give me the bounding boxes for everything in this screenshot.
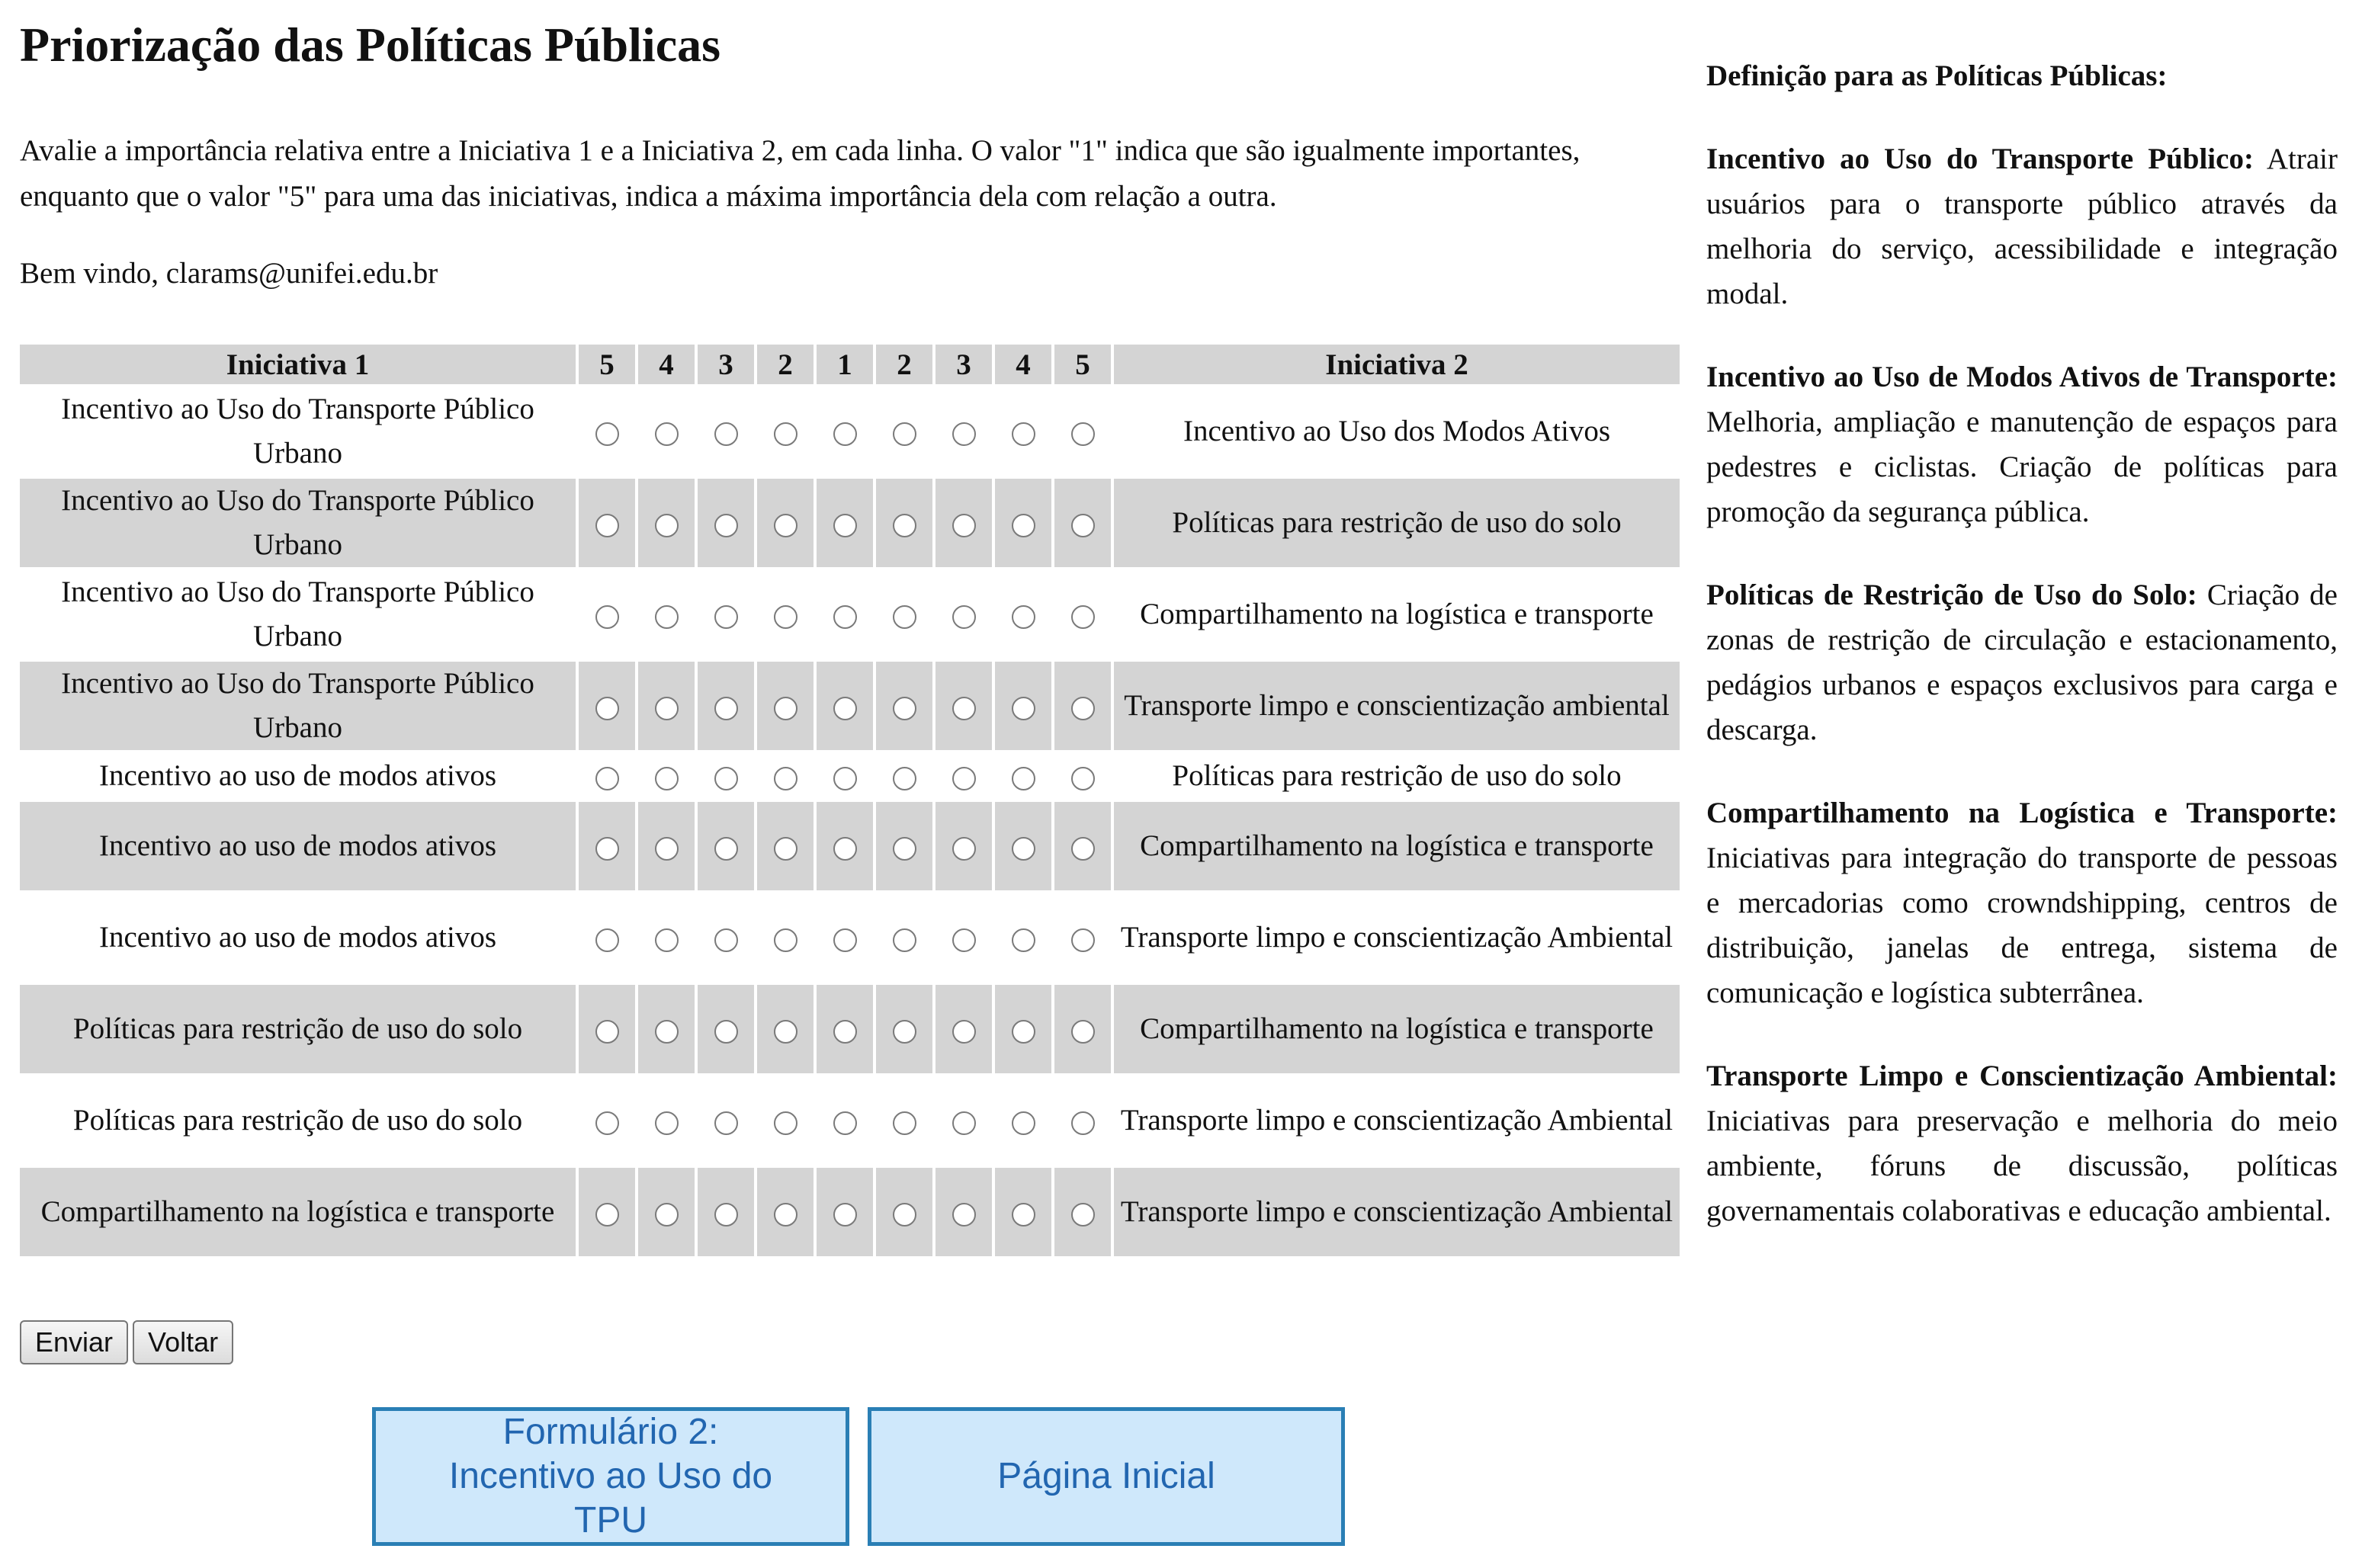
rating-radio[interactable]: [1012, 605, 1035, 629]
initiative-2-cell: Transporte limpo e conscientização Ambiental: [1114, 893, 1680, 982]
rating-cell: [638, 1168, 695, 1256]
initiative-2-cell: Políticas para restrição de uso do solo: [1114, 753, 1680, 799]
definition-item: [1706, 572, 2338, 752]
rating-radio[interactable]: [714, 837, 738, 861]
rating-cell: [876, 1168, 932, 1256]
rating-radio[interactable]: [952, 767, 976, 790]
rating-cell: [638, 479, 695, 567]
rating-radio[interactable]: [655, 422, 679, 446]
rating-radio[interactable]: [774, 1020, 797, 1044]
rating-radio[interactable]: [655, 1020, 679, 1044]
rating-cell: [1054, 1168, 1111, 1256]
initiative-2-cell: Transporte limpo e conscientização ambiental: [1114, 662, 1680, 750]
rating-cell: [995, 1076, 1051, 1165]
definition-item: [1706, 136, 2338, 316]
rating-radio[interactable]: [714, 697, 738, 720]
rating-cell: [817, 893, 873, 982]
rating-cell: [876, 387, 932, 476]
definition-text: Atrair usuários para o transporte público através da melhoria do serviço, acessibilidade e integração modal.: [1706, 143, 2338, 310]
initiative-2-cell: Compartilhamento na logística e transporte: [1114, 802, 1680, 890]
initiative-1-cell: Políticas para restrição de uso do solo: [20, 1076, 576, 1165]
rating-radio[interactable]: [595, 1203, 619, 1227]
rating-cell: [817, 479, 873, 567]
rating-radio[interactable]: [1012, 767, 1035, 790]
rating-cell: [757, 985, 814, 1073]
rating-radio[interactable]: [1071, 605, 1095, 629]
rating-radio[interactable]: [1012, 1203, 1035, 1227]
welcome-text: Bem vindo, clarams@unifei.edu.br: [20, 257, 438, 290]
rating-radio[interactable]: [833, 422, 857, 446]
rating-cell: [698, 479, 754, 567]
rating-cell: [935, 1076, 992, 1165]
rating-radio[interactable]: [774, 422, 797, 446]
rating-radio[interactable]: [833, 767, 857, 790]
rating-radio[interactable]: [714, 1203, 738, 1227]
rating-radio[interactable]: [1071, 1203, 1095, 1227]
rating-cell: [579, 1168, 635, 1256]
rating-radio[interactable]: [1071, 697, 1095, 720]
rating-radio[interactable]: [1071, 767, 1095, 790]
rating-radio[interactable]: [833, 697, 857, 720]
rating-cell: [579, 753, 635, 799]
rating-cell: [876, 570, 932, 659]
rating-cell: [638, 662, 695, 750]
rating-cell: [876, 479, 932, 567]
rating-radio[interactable]: [1012, 514, 1035, 537]
rating-cell: [579, 662, 635, 750]
back-button[interactable]: Voltar: [133, 1320, 233, 1364]
rating-radio[interactable]: [774, 605, 797, 629]
scale-label: 4: [638, 345, 695, 384]
rating-cell: [1054, 802, 1111, 890]
rating-radio[interactable]: [1071, 514, 1095, 537]
rating-radio[interactable]: [714, 1020, 738, 1044]
rating-cell: [698, 570, 754, 659]
rating-cell: [698, 802, 754, 890]
rating-cell: [935, 662, 992, 750]
home-nav-button[interactable]: [868, 1407, 1345, 1546]
rating-cell: [638, 893, 695, 982]
rating-radio[interactable]: [893, 1203, 916, 1227]
rating-cell: [935, 570, 992, 659]
rating-radio[interactable]: [595, 514, 619, 537]
rating-radio[interactable]: [1012, 837, 1035, 861]
rating-radio[interactable]: [774, 767, 797, 790]
rating-cell: [817, 662, 873, 750]
definition-term: Incentivo ao Uso de Modos Ativos de Transporte:: [1706, 361, 2338, 393]
rating-radio[interactable]: [833, 1111, 857, 1135]
rating-cell: [935, 387, 992, 476]
rating-cell: [638, 753, 695, 799]
rating-radio[interactable]: [1071, 1020, 1095, 1044]
rating-radio[interactable]: [893, 1020, 916, 1044]
rating-cell: [1054, 387, 1111, 476]
form2-nav-label: Formulário 2: Incentivo ao Uso do TPU: [448, 1412, 773, 1541]
rating-radio[interactable]: [833, 1203, 857, 1227]
definition-term: Políticas de Restrição de Uso do Solo:: [1706, 579, 2197, 611]
rating-cell: [579, 1076, 635, 1165]
submit-button[interactable]: Enviar: [20, 1320, 128, 1364]
initiative-1-cell: Incentivo ao uso de modos ativos: [20, 802, 576, 890]
initiative-1-cell: Políticas para restrição de uso do solo: [20, 985, 576, 1073]
definitions-heading: Definição para as Políticas Públicas:: [1706, 59, 2168, 92]
initiative-1-cell: Incentivo ao Uso do Transporte Público Urbano: [20, 570, 576, 659]
rating-radio[interactable]: [1012, 697, 1035, 720]
rating-cell: [579, 985, 635, 1073]
rating-radio[interactable]: [1012, 1020, 1035, 1044]
rating-cell: [757, 802, 814, 890]
rating-radio[interactable]: [893, 928, 916, 952]
rating-radio[interactable]: [655, 837, 679, 861]
rating-radio[interactable]: [655, 697, 679, 720]
rating-cell: [638, 1076, 695, 1165]
rating-radio[interactable]: [952, 697, 976, 720]
initiative-1-cell: Incentivo ao uso de modos ativos: [20, 893, 576, 982]
rating-cell: [757, 479, 814, 567]
rating-cell: [817, 1168, 873, 1256]
rating-radio[interactable]: [893, 605, 916, 629]
definition-item: [1706, 354, 2338, 534]
table-row: [20, 570, 1680, 659]
rating-radio[interactable]: [714, 422, 738, 446]
form2-nav-button[interactable]: [372, 1407, 849, 1546]
definition-text: Criação de zonas de restrição de circulação e estacionamento, pedágios urbanos e espaços exclusivos para carga e descarga.: [1706, 579, 2338, 746]
scale-label: 2: [757, 345, 814, 384]
rating-radio[interactable]: [952, 928, 976, 952]
table-row: [20, 1076, 1680, 1165]
initiative-2-cell: Transporte limpo e conscientização Ambiental: [1114, 1076, 1680, 1165]
rating-cell: [995, 753, 1051, 799]
rating-radio[interactable]: [774, 1111, 797, 1135]
rating-radio[interactable]: [952, 1020, 976, 1044]
rating-cell: [817, 802, 873, 890]
rating-cell: [1054, 753, 1111, 799]
rating-radio[interactable]: [655, 1111, 679, 1135]
initiative-2-cell: Transporte limpo e conscientização Ambiental: [1114, 1168, 1680, 1256]
rating-cell: [757, 662, 814, 750]
rating-radio[interactable]: [952, 1111, 976, 1135]
initiative-2-cell: Incentivo ao Uso dos Modos Ativos: [1114, 387, 1680, 476]
rating-radio[interactable]: [595, 767, 619, 790]
rating-cell: [698, 662, 754, 750]
rating-radio[interactable]: [774, 1203, 797, 1227]
rating-cell: [579, 893, 635, 982]
rating-cell: [1054, 662, 1111, 750]
rating-cell: [579, 570, 635, 659]
table-row: [20, 753, 1680, 799]
header-initiative-2: Iniciativa 2: [1114, 345, 1680, 384]
rating-cell: [995, 570, 1051, 659]
rating-radio[interactable]: [714, 514, 738, 537]
rating-cell: [876, 1076, 932, 1165]
rating-cell: [876, 893, 932, 982]
rating-cell: [698, 753, 754, 799]
rating-cell: [757, 387, 814, 476]
rating-radio[interactable]: [655, 928, 679, 952]
table-row: [20, 1168, 1680, 1256]
rating-radio[interactable]: [893, 767, 916, 790]
table-row: [20, 893, 1680, 982]
rating-cell: [817, 753, 873, 799]
comparison-table: [17, 341, 1683, 1259]
rating-radio[interactable]: [893, 837, 916, 861]
rating-cell: [638, 570, 695, 659]
rating-cell: [638, 802, 695, 890]
rating-cell: [757, 570, 814, 659]
rating-cell: [935, 479, 992, 567]
scale-label: 4: [995, 345, 1051, 384]
definition-term: Transporte Limpo e Conscientização Ambiental:: [1706, 1060, 2338, 1092]
rating-radio[interactable]: [595, 605, 619, 629]
rating-cell: [698, 985, 754, 1073]
rating-radio[interactable]: [714, 1111, 738, 1135]
rating-radio[interactable]: [774, 697, 797, 720]
scale-label: 1: [817, 345, 873, 384]
table-row: [20, 387, 1680, 476]
rating-radio[interactable]: [655, 605, 679, 629]
table-row: [20, 802, 1680, 890]
rating-radio[interactable]: [595, 1020, 619, 1044]
home-nav-label: Página Inicial: [997, 1456, 1215, 1496]
rating-cell: [757, 893, 814, 982]
rating-cell: [698, 1076, 754, 1165]
rating-cell: [935, 753, 992, 799]
rating-radio[interactable]: [833, 837, 857, 861]
scale-label: 5: [1054, 345, 1111, 384]
rating-radio[interactable]: [952, 605, 976, 629]
scale-label: 2: [876, 345, 932, 384]
rating-cell: [579, 387, 635, 476]
definition-term: Compartilhamento na Logística e Transporte:: [1706, 797, 2338, 829]
rating-radio[interactable]: [1071, 1111, 1095, 1135]
rating-radio[interactable]: [1071, 928, 1095, 952]
rating-radio[interactable]: [774, 837, 797, 861]
rating-radio[interactable]: [774, 928, 797, 952]
initiative-2-cell: Compartilhamento na logística e transporte: [1114, 570, 1680, 659]
instructions-text: Avalie a importância relativa entre a Iniciativa 1 e a Iniciativa 2, em cada linha. O valor "1" indica que são igualmente importantes, enquanto que o valor "5" para uma das iniciativas, indica a máxima importância dela com relação a outra.: [20, 134, 1581, 213]
rating-radio[interactable]: [1071, 837, 1095, 861]
rating-radio[interactable]: [714, 767, 738, 790]
rating-cell: [757, 753, 814, 799]
initiative-1-cell: Incentivo ao uso de modos ativos: [20, 753, 576, 799]
rating-cell: [698, 387, 754, 476]
rating-cell: [935, 893, 992, 982]
rating-radio[interactable]: [952, 422, 976, 446]
rating-cell: [995, 662, 1051, 750]
scale-label: 3: [935, 345, 992, 384]
rating-cell: [817, 570, 873, 659]
rating-radio[interactable]: [1012, 928, 1035, 952]
rating-cell: [876, 985, 932, 1073]
initiative-2-cell: Políticas para restrição de uso do solo: [1114, 479, 1680, 567]
rating-radio[interactable]: [893, 422, 916, 446]
rating-radio[interactable]: [595, 1111, 619, 1135]
rating-cell: [698, 1168, 754, 1256]
rating-cell: [638, 985, 695, 1073]
rating-radio[interactable]: [1012, 422, 1035, 446]
rating-cell: [995, 802, 1051, 890]
rating-cell: [935, 985, 992, 1073]
rating-radio[interactable]: [595, 697, 619, 720]
rating-radio[interactable]: [655, 514, 679, 537]
definitions-sidebar: [1706, 53, 2338, 1271]
rating-radio[interactable]: [952, 1203, 976, 1227]
initiative-2-cell: Compartilhamento na logística e transporte: [1114, 985, 1680, 1073]
table-row: [20, 479, 1680, 567]
rating-radio[interactable]: [833, 1020, 857, 1044]
rating-cell: [876, 662, 932, 750]
rating-radio[interactable]: [595, 422, 619, 446]
header-initiative-1: Iniciativa 1: [20, 345, 576, 384]
table-row: [20, 662, 1680, 750]
scale-label: 3: [698, 345, 754, 384]
rating-cell: [995, 387, 1051, 476]
definition-term: Incentivo ao Uso do Transporte Público:: [1706, 143, 2254, 175]
rating-radio[interactable]: [655, 767, 679, 790]
rating-cell: [757, 1168, 814, 1256]
rating-cell: [1054, 570, 1111, 659]
rating-radio[interactable]: [952, 514, 976, 537]
rating-radio[interactable]: [1012, 1111, 1035, 1135]
rating-cell: [1054, 1076, 1111, 1165]
rating-cell: [876, 753, 932, 799]
initiative-1-cell: Incentivo ao Uso do Transporte Público Urbano: [20, 387, 576, 476]
initiative-1-cell: Incentivo ao Uso do Transporte Público Urbano: [20, 662, 576, 750]
definition-text: Iniciativas para preservação e melhoria do meio ambiente, fóruns de discussão, políticas governamentais colaborativas e educação ambiental.: [1706, 1105, 2338, 1227]
rating-cell: [1054, 479, 1111, 567]
rating-cell: [935, 802, 992, 890]
rating-cell: [995, 985, 1051, 1073]
rating-cell: [638, 387, 695, 476]
rating-radio[interactable]: [952, 837, 976, 861]
rating-radio[interactable]: [893, 1111, 916, 1135]
rating-cell: [757, 1076, 814, 1165]
rating-radio[interactable]: [714, 605, 738, 629]
rating-cell: [817, 1076, 873, 1165]
rating-cell: [935, 1168, 992, 1256]
rating-radio[interactable]: [833, 605, 857, 629]
initiative-1-cell: Compartilhamento na logística e transporte: [20, 1168, 576, 1256]
rating-cell: [817, 387, 873, 476]
scale-label: 5: [579, 345, 635, 384]
definition-text: Melhoria, ampliação e manutenção de espaços para pedestres e ciclistas. Criação de políticas para promoção da segurança pública.: [1706, 406, 2338, 528]
page-title: Priorização das Políticas Públicas: [20, 18, 720, 72]
rating-radio[interactable]: [714, 928, 738, 952]
rating-cell: [995, 893, 1051, 982]
rating-cell: [1054, 893, 1111, 982]
form-buttons: [20, 1320, 238, 1364]
table-header-row: [20, 345, 1680, 384]
rating-cell: [817, 985, 873, 1073]
table-row: [20, 985, 1680, 1073]
rating-cell: [579, 802, 635, 890]
rating-radio[interactable]: [833, 514, 857, 537]
rating-cell: [1054, 985, 1111, 1073]
definition-item: [1706, 1053, 2338, 1233]
rating-cell: [579, 479, 635, 567]
rating-radio[interactable]: [655, 1203, 679, 1227]
rating-radio[interactable]: [893, 697, 916, 720]
rating-cell: [995, 1168, 1051, 1256]
rating-cell: [995, 479, 1051, 567]
rating-radio[interactable]: [833, 928, 857, 952]
initiative-1-cell: Incentivo ao Uso do Transporte Público Urbano: [20, 479, 576, 567]
rating-radio[interactable]: [595, 928, 619, 952]
definition-text: Iniciativas para integração do transporte de pessoas e mercadorias como crowndshipping, centros de distribuição, janelas de entrega, sistema de comunicação e logística subterrânea.: [1706, 842, 2338, 1009]
rating-radio[interactable]: [1071, 422, 1095, 446]
rating-cell: [698, 893, 754, 982]
rating-cell: [876, 802, 932, 890]
rating-radio[interactable]: [595, 837, 619, 861]
rating-radio[interactable]: [893, 514, 916, 537]
rating-radio[interactable]: [774, 514, 797, 537]
definition-item: [1706, 790, 2338, 1015]
